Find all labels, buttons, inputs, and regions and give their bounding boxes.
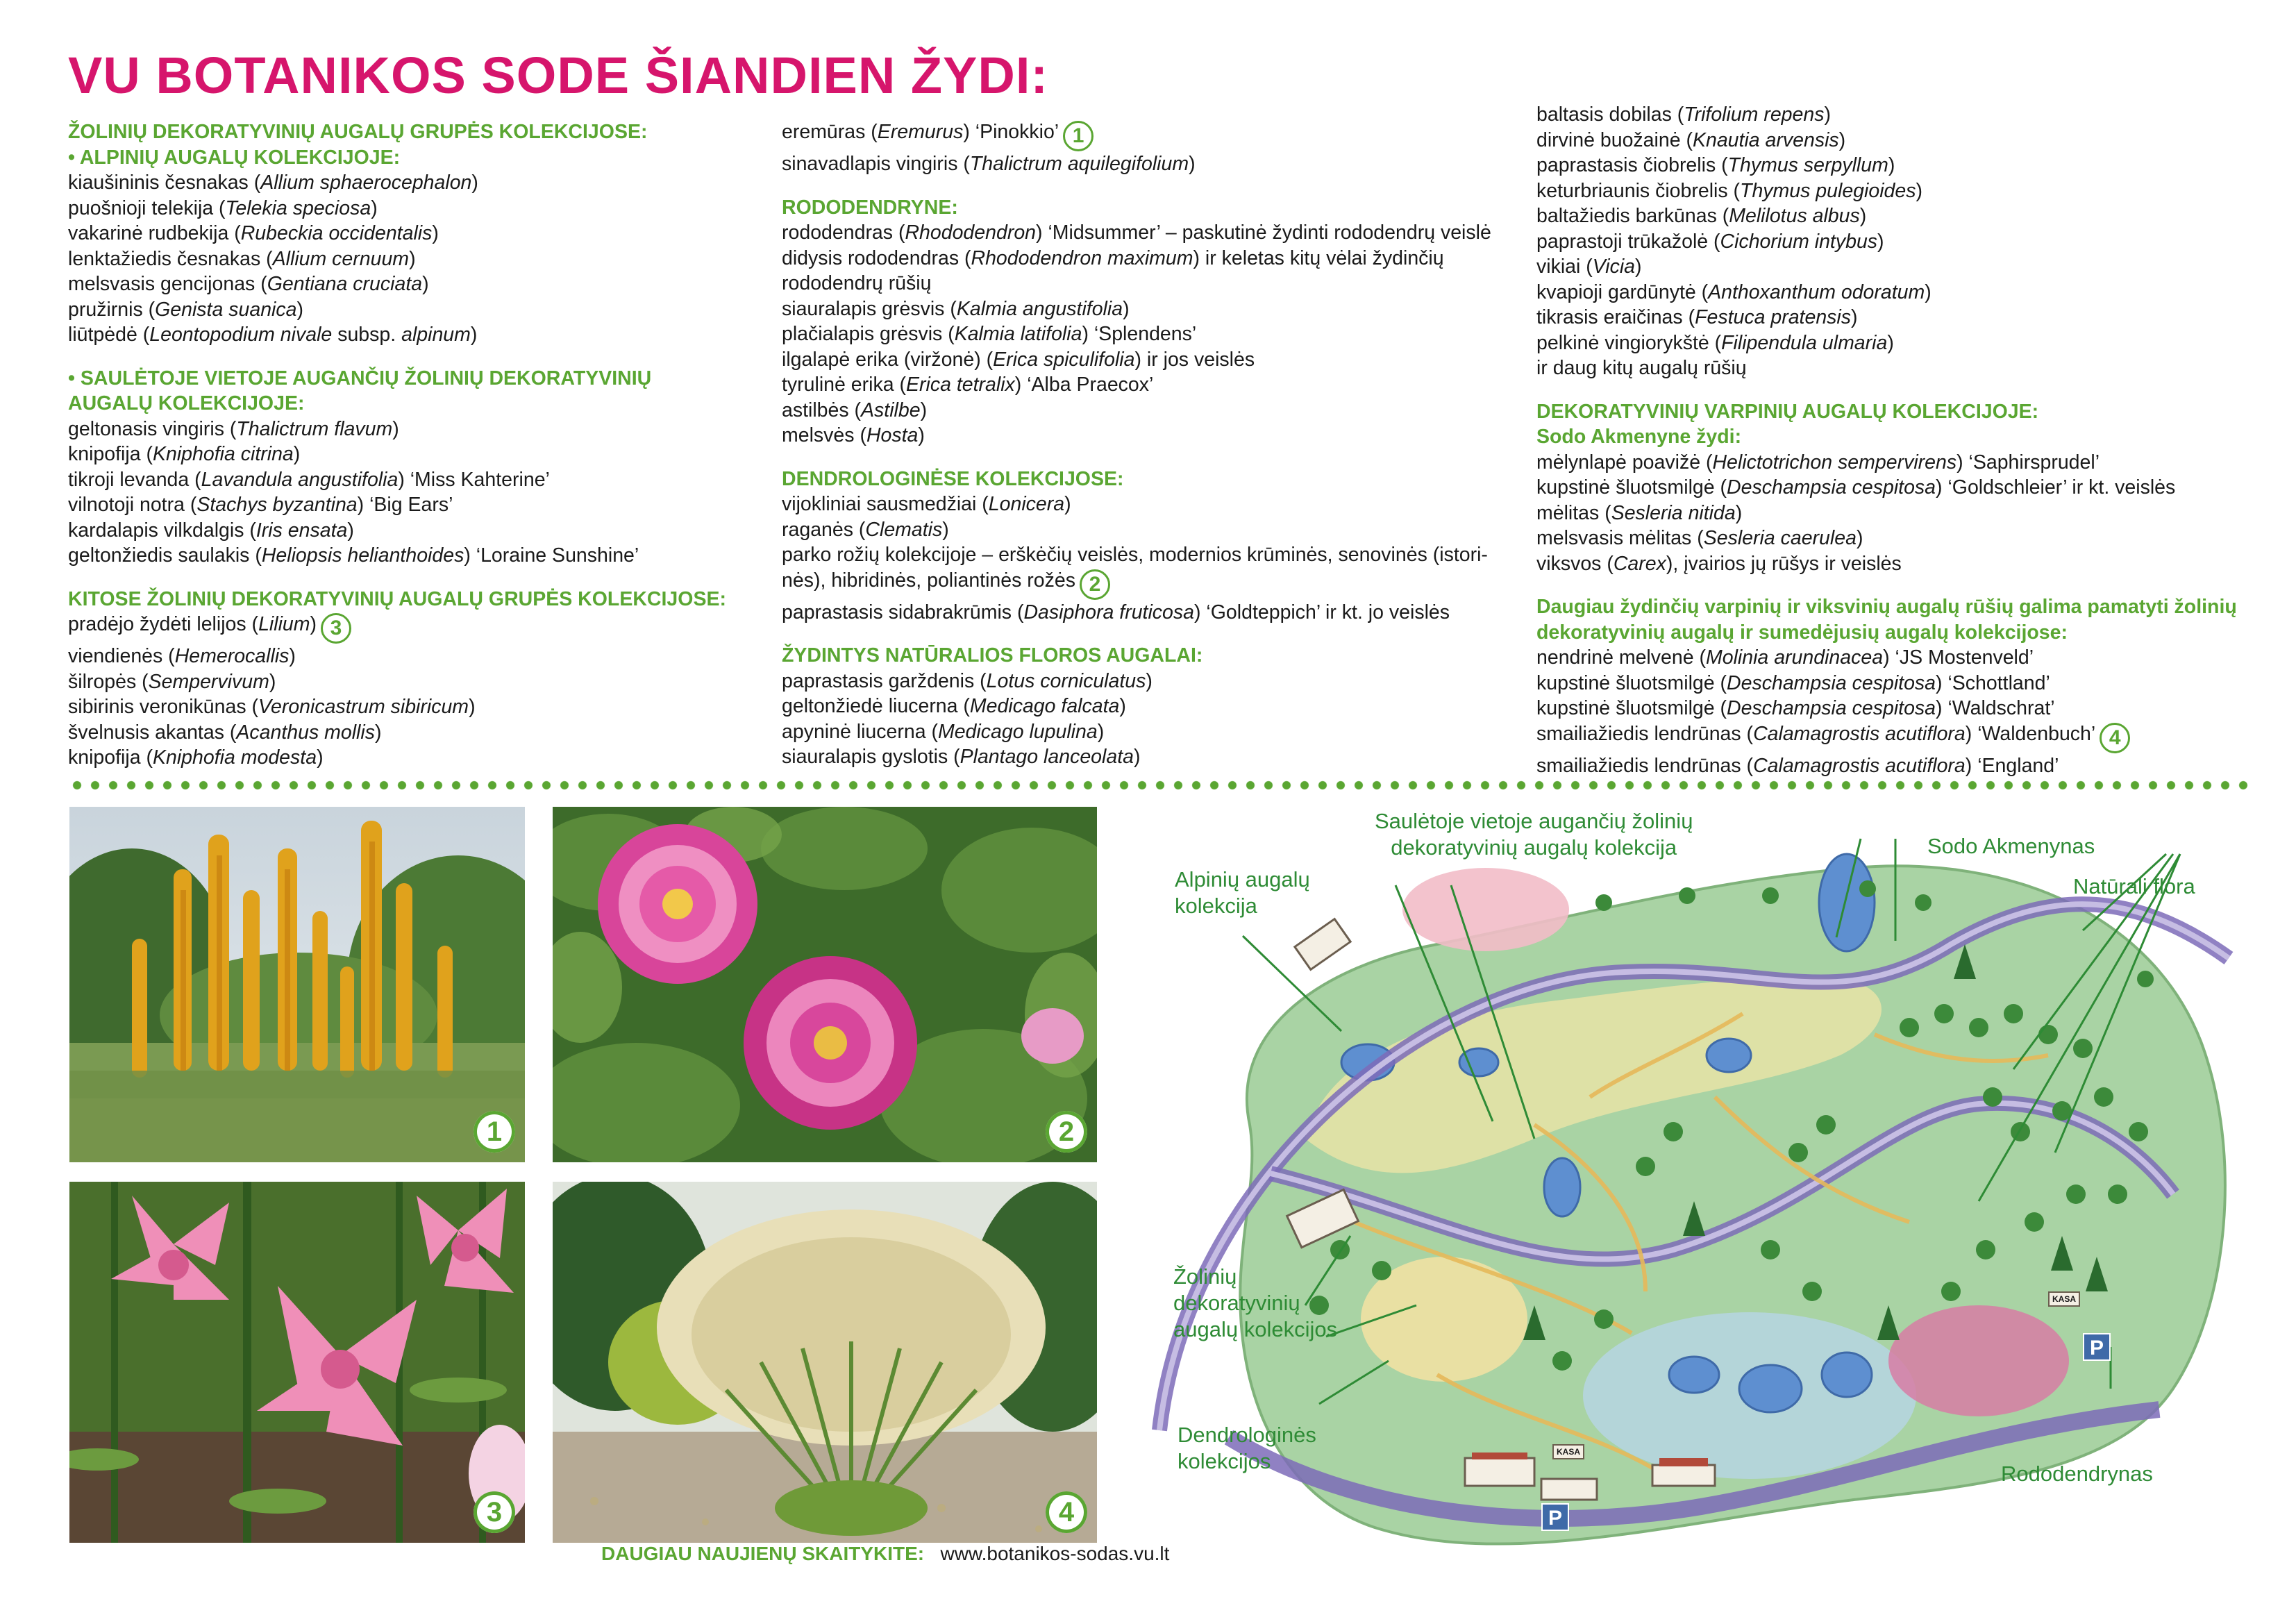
common-name: ) [1856,527,1863,549]
latin-name: Erica tetralix [905,374,1015,396]
plant-item [1536,551,2259,577]
common-name: subsp. [332,324,402,346]
common-name: pelkinė vingiorykštė ( [1536,331,1722,354]
common-name: vakarinė rudbekija ( [68,222,241,244]
plant-list [1536,102,2259,381]
common-name: ) [1189,153,1196,175]
common-name: ) ‘Goldschleier’ ir kt. veislės [1936,476,2176,499]
latin-name: Kalmia angustifolia [956,297,1123,320]
plant-item [68,271,769,297]
plant-item [1536,229,2259,255]
common-name: sibirinis veronikūnas ( [68,696,259,718]
latin-name: Carex [1613,552,1666,575]
common-name: ) ‘Goldteppich’ ir kt. jo veislės [1194,601,1450,623]
latin-name: Rubeckia occidentalis [240,222,433,244]
common-name: siauralapis gyslotis ( [782,746,960,768]
common-name: ) ‘Loraine Sunshine’ [464,544,639,567]
plant-item [68,492,769,518]
latin-name: Erica spiculifolia [993,348,1135,371]
common-name: rododendrų rūšių [782,272,932,294]
website-link[interactable]: www.botanikos-sodas.vu.lt [940,1543,1170,1564]
latin-name: Sesleria caerulea [1703,527,1857,549]
section-heading: ŽOLINIŲ DEKORATYVINIŲ AUGALŲ GRUPĖS KOLEKCIJOSE: [68,121,648,143]
map-label-rodo: Rododendrynas [2001,1462,2153,1486]
common-name: geltonžiedis saulakis ( [68,544,262,567]
plant-item [68,297,769,323]
latin-name: Hosta [866,424,919,446]
latin-name: Astilbe [861,399,921,421]
latin-name: Heliopsis helianthoides [261,544,464,567]
plant-list [68,612,769,771]
plant-item [782,669,1532,694]
latin-name: Lonicera [988,493,1065,515]
latin-name: Plantago lanceolata [960,746,1134,768]
plant-item [68,221,769,246]
latin-name: Dasiphora fruticosa [1023,601,1195,623]
map-label-herbaceous: Žolinių dekoratyvinių augalų kolekcijos [1173,1264,1338,1341]
common-name: ) [918,424,925,446]
dotted-divider [68,780,2248,790]
common-name: kupstinė šluotsmilgė ( [1536,671,1727,694]
plant-item [1536,526,2259,551]
common-name: švelnusis akantas ( [68,721,237,744]
common-name: geltonasis vingiris ( [68,417,237,440]
common-name: kardalapis vilkdalgis ( [68,519,256,542]
common-name: ) [1838,128,1846,151]
common-name: tyrulinė erika ( [782,374,906,396]
latin-name: Allium sphaerocephalon [260,171,472,194]
map-label-alpine: Alpinių augalų kolekcija [1175,867,1310,918]
common-name: ) [392,417,399,440]
latin-name: Eremurus [877,121,964,143]
latin-name: Deschampsia cespitosa [1727,671,1936,694]
plant-item [782,398,1532,424]
garden-map [1146,805,2270,1590]
latin-name: Kniphofia citrina [152,443,294,465]
plant-item [1536,254,2259,280]
common-name: kupstinė šluotsmilgė ( [1536,697,1727,719]
plant-item [782,744,1532,770]
plant-list [1536,645,2259,778]
common-name: ) ‘Big Ears’ [357,494,453,516]
section-heading: DENDROLOGINĖSE KOLEKCIJOSE: [782,467,1124,490]
latin-name: Calamagrostis acutiflora [1753,754,1966,777]
photo-grass [553,1182,1097,1543]
common-name: ) ‘England’ [1965,754,2059,777]
common-name: ) [347,519,354,542]
latin-name: Iris ensata [255,519,348,542]
latin-name: Rhododendron [905,221,1037,244]
common-name: ) ir jos veislės [1134,348,1255,371]
latin-name: Calamagrostis acutiflora [1753,722,1966,745]
common-name: ) [1877,230,1884,253]
common-name: vijokliniai sausmedžiai ( [782,493,989,515]
common-name: ir daug kitų augalų rūšių [1536,357,1747,379]
plant-item [1536,721,2259,753]
common-name: ) [1888,154,1895,176]
latin-name: Stachys byzantina [196,494,358,516]
latin-name: Veronicastrum sibiricum [258,696,469,718]
latin-name: Genista suanica [155,298,297,321]
photo-rose [553,807,1097,1162]
common-name: baltasis dobilas ( [1536,103,1684,126]
plant-item [1536,753,2259,779]
plant-item [782,220,1532,246]
common-name: siauralapis grėsvis ( [782,297,957,320]
common-name: ) [942,518,949,541]
common-name: kvapioji gardūnytė ( [1536,281,1709,303]
latin-name: Lilium [258,613,310,635]
ticket-office-sign: KASA [1552,1444,1584,1459]
common-name: pružirnis ( [68,298,156,321]
common-name: rododendras ( [782,221,905,244]
common-name: astilbės ( [782,399,862,421]
latin-name: Acanthus mollis [236,721,375,744]
common-name: eremūras ( [782,121,878,143]
latin-name: Molinia arundinacea [1705,646,1884,669]
common-name: pradėjo žydėti lelijos ( [68,613,259,635]
latin-name: Anthoxanthum odoratum [1708,281,1925,303]
plant-item [1536,102,2259,128]
latin-name: Filipendula ulmaria [1721,331,1888,354]
common-name: ) ir keletas kitų vėlai žydinčių [1193,246,1444,269]
common-name: ) ‘Splendens’ [1082,323,1197,345]
plant-item [1536,450,2259,476]
common-name: geltonžiedė liucerna ( [782,695,970,717]
common-name: ) [470,324,478,346]
map-label-flora: Natūrali flora [2073,874,2195,898]
plant-item [68,543,769,569]
common-name: baltažiedis barkūnas ( [1536,205,1729,227]
latin-name: Thymus serpyllum [1727,154,1888,176]
footer-label: DAUGIAU NAUJIENŲ SKAITYKITE: [601,1543,925,1564]
common-name: ) [1064,493,1071,515]
common-name: ) [1925,281,1932,303]
common-name: ) [1887,331,1894,354]
common-name: ) ‘Waldschrat’ [1936,697,2055,719]
plant-item [782,372,1532,398]
common-name: sinavadlapis vingiris ( [782,153,970,175]
map-label-sunny: Saulėtoje vietoje augančių žolinių dekoratyvinių augalų kolekcija [1375,809,1693,860]
plant-item [782,517,1532,543]
latin-name: Rhododendron maximum [971,246,1193,269]
common-name: ) [371,196,378,219]
common-name: ) ‘Pinokkio’ [963,121,1059,143]
common-name: ) [269,670,276,693]
photo-eremurus [69,807,525,1162]
plant-item [68,694,769,720]
common-name: vikiai ( [1536,256,1593,278]
latin-name: Vicia [1592,256,1636,278]
plant-list [782,669,1532,770]
plant-item [1536,178,2259,204]
common-name: ) [1916,179,1922,202]
photo-ref-badge: 3 [321,613,351,644]
common-name: paprastasis sidabrakrūmis ( [782,601,1024,623]
plant-list [68,170,769,348]
latin-name: Medicago lupulina [937,720,1098,743]
column-herbaceous [68,119,769,771]
common-name: ) ‘JS Mostenveld’ [1883,646,2034,669]
section-heading: • SAULĖTOJE VIETOJE AUGANČIŲ ŽOLINIŲ DEKORATYVINIŲ [68,367,652,390]
common-name: apyninė liucerna ( [782,720,938,743]
section-heading: AUGALŲ KOLEKCIJOJE: [68,392,305,415]
latin-name: Clematis [865,518,943,541]
common-name: kupstinė šluotsmilgė ( [1536,476,1727,499]
photo-number-badge: 2 [1046,1111,1087,1153]
photo-ref-badge: 2 [1080,569,1110,600]
plant-item [68,644,769,669]
common-name: ) ‘Alba Praecox’ [1014,374,1154,396]
latin-name: Thalictrum flavum [236,417,393,440]
page-title: VU BOTANIKOS SODE ŠIANDIEN ŽYDI: [68,47,1049,104]
plant-item [68,196,769,221]
common-name: melsvasis mėlitas ( [1536,527,1704,549]
latin-name: Cichorium intybus [1720,230,1878,253]
common-name: ) [422,273,429,295]
common-name: šilropės ( [68,670,149,693]
common-name: paprastasis čiobrelis ( [1536,154,1728,176]
section-heading: RODODENDRYNE: [782,196,958,219]
latin-name: Telekia speciosa [225,196,371,219]
footer [601,1543,1169,1565]
plant-item [68,612,769,644]
photo-ref-badge: 4 [2100,723,2130,753]
common-name: ) [1097,720,1105,743]
latin-name: Hemerocallis [174,645,290,667]
common-name: nės), hibridinės, poliantinės rožės [782,569,1075,592]
latin-name: alpinum [401,324,471,346]
plant-item [782,423,1532,449]
plant-item [68,246,769,272]
latin-name: Medicago falcata [969,695,1120,717]
section-heading: dekoratyvinių augalų ir sumedėjusių augalų kolekcijose: [1536,621,2068,644]
latin-name: Leontopodium nivale [149,324,333,346]
common-name: ) ‘Waldenbuch’ [1965,722,2096,745]
plant-item [68,442,769,467]
common-name: ) [1133,746,1141,768]
common-name: smailiažiedis lendrūnas ( [1536,722,1754,745]
plant-item [782,271,1532,296]
plant-list [68,417,769,569]
column-rhododendron [782,119,1532,770]
plant-item [1536,128,2259,153]
plant-item [1536,330,2259,356]
plant-item [782,151,1532,177]
common-name: ) [920,399,928,421]
common-name: ) [317,746,324,769]
common-name: viksvos ( [1536,552,1614,575]
common-name: melsvasis gencijonas ( [68,273,267,295]
latin-name: Trifolium repens [1684,103,1825,126]
common-name: ) [374,721,382,744]
plant-item [1536,645,2259,671]
latin-name: Helictotrichon sempervirens [1712,451,1957,474]
plant-item [782,492,1532,517]
plant-item [782,542,1532,568]
common-name: ) [409,247,416,270]
latin-name: Lotus corniculatus [986,669,1146,692]
common-name: nendrinė melvenė ( [1536,646,1706,669]
common-name: tikroji levanda ( [68,468,201,491]
common-name: raganės ( [782,518,866,541]
common-name: parko rožių kolekcijoje – erškėčių veislės, modernios krūminės, senovinės (istori- [782,544,1488,566]
plant-item [1536,501,2259,526]
common-name: knipofija ( [68,746,153,769]
common-name: viendienės ( [68,645,175,667]
latin-name: Kniphofia modesta [152,746,317,769]
parking-sign: P [2083,1333,2111,1361]
common-name: paprastasis garždenis ( [782,669,987,692]
common-name: lenktažiedis česnakas ( [68,247,273,270]
ticket-office-sign: KASA [2048,1291,2080,1307]
plant-item [1536,280,2259,305]
latin-name: Deschampsia cespitosa [1727,697,1936,719]
common-name: ) [1735,501,1743,524]
latin-name: Kalmia latifolia [954,323,1082,345]
common-name: ) [296,298,303,321]
section-heading: KITOSE ŽOLINIŲ DEKORATYVINIŲ AUGALŲ GRUPĖS KOLEKCIJOSE: [68,587,726,610]
common-name: ) [469,696,476,718]
plant-item [68,518,769,544]
common-name: ) [1824,103,1831,126]
common-name: mėlynlapė poavižė ( [1536,451,1713,474]
latin-name: Thymus pulegioides [1740,179,1916,202]
common-name: ) [1119,695,1126,717]
common-name: ) [310,613,317,635]
map-label-akmenynas: Sodo Akmenynas [1927,834,2095,858]
plant-item [1536,671,2259,696]
common-name: ) ‘Miss Kahterine’ [398,468,550,491]
photo-number-badge: 4 [1046,1491,1087,1533]
latin-name: Deschampsia cespitosa [1727,476,1936,499]
common-name: ) ‘Midsummer’ – paskutinė žydinti rododendrų veislė [1036,221,1491,244]
plant-list [782,119,1532,177]
common-name: ilgalapė erika (viržonė) ( [782,348,994,371]
common-name: ) ‘Saphirsprudel’ [1956,451,2100,474]
common-name: keturbriaunis čiobrelis ( [1536,179,1741,202]
plant-item [782,600,1532,626]
common-name: ) [1635,256,1642,278]
common-name: ) [293,443,301,465]
common-name: liūtpėdė ( [68,324,150,346]
plant-item [68,669,769,695]
plant-item [782,296,1532,322]
common-name: knipofija ( [68,443,153,465]
section-heading: DEKORATYVINIŲ VARPINIŲ AUGALŲ KOLEKCIJOJE: [1536,400,2039,423]
common-name: ) [1851,306,1858,328]
photo-lily [69,1182,525,1543]
plant-item [1536,203,2259,229]
photo-number-badge: 3 [474,1491,515,1533]
plant-list [782,492,1532,625]
section-heading: ŽYDINTYS NATŪRALIOS FLOROS AUGALAI: [782,644,1203,667]
common-name: ) ‘Schottland’ [1936,671,2050,694]
common-name: tikrasis eraičinas ( [1536,306,1695,328]
column-grasses [1536,102,2259,778]
latin-name: Gentiana cruciata [267,273,423,295]
common-name: ) [432,222,439,244]
common-name: kiaušininis česnakas ( [68,171,261,194]
parking-sign: P [1541,1503,1569,1531]
plant-list [1536,450,2259,577]
plant-item [1536,305,2259,330]
photo-number-badge: 1 [474,1111,515,1153]
plant-item [782,246,1532,271]
common-name: paprastoji trūkažolė ( [1536,230,1720,253]
latin-name: Festuca pratensis [1695,306,1852,328]
plant-item [1536,355,2259,381]
common-name: ) [289,645,296,667]
common-name: vilnotoji notra ( [68,494,197,516]
latin-name: Sesleria nitida [1611,501,1736,524]
plant-item [1536,696,2259,721]
common-name: ) [1859,205,1867,227]
section-heading: Daugiau žydinčių varpinių ir viksvinių augalų rūšių galima pamatyti žolinių [1536,596,2237,618]
latin-name: Allium cernuum [272,247,410,270]
plant-item [68,467,769,493]
common-name: didysis rododendras ( [782,246,971,269]
plant-item [68,417,769,442]
plant-list [782,220,1532,449]
plant-item [782,719,1532,745]
plant-item [782,119,1532,151]
plant-item [68,720,769,746]
latin-name: Sempervivum [148,670,269,693]
photo-ref-badge: 1 [1063,121,1093,151]
common-name: dirvinė buožainė ( [1536,128,1693,151]
map-label-dendro: Dendrologinės kolekcijos [1178,1423,1316,1473]
section-subheading: • ALPINIŲ AUGALŲ KOLEKCIJOJE: [68,146,401,169]
latin-name: Melilotus albus [1729,205,1860,227]
plant-item [68,745,769,771]
common-name: ) [1146,669,1153,692]
latin-name: Knautia arvensis [1692,128,1839,151]
plant-item [782,694,1532,719]
common-name: smailiažiedis lendrūnas ( [1536,754,1754,777]
plant-item [1536,153,2259,178]
plant-item [68,322,769,348]
plant-item [782,321,1532,347]
latin-name: Lavandula angustifolia [201,468,399,491]
common-name: ) [471,171,478,194]
common-name: mėlitas ( [1536,501,1611,524]
common-name: melsvės ( [782,424,866,446]
plant-item [68,170,769,196]
common-name: ), įvairios jų rūšys ir veislės [1666,552,1902,575]
section-subheading: Sodo Akmenyne žydi: [1536,426,1742,448]
plant-item [782,568,1532,600]
common-name: puošnioji telekija ( [68,196,226,219]
common-name: plačialapis grėsvis ( [782,323,955,345]
plant-item [782,347,1532,373]
common-name: ) [1123,297,1130,320]
plant-item [1536,475,2259,501]
latin-name: Thalictrum aquilegifolium [969,153,1189,175]
